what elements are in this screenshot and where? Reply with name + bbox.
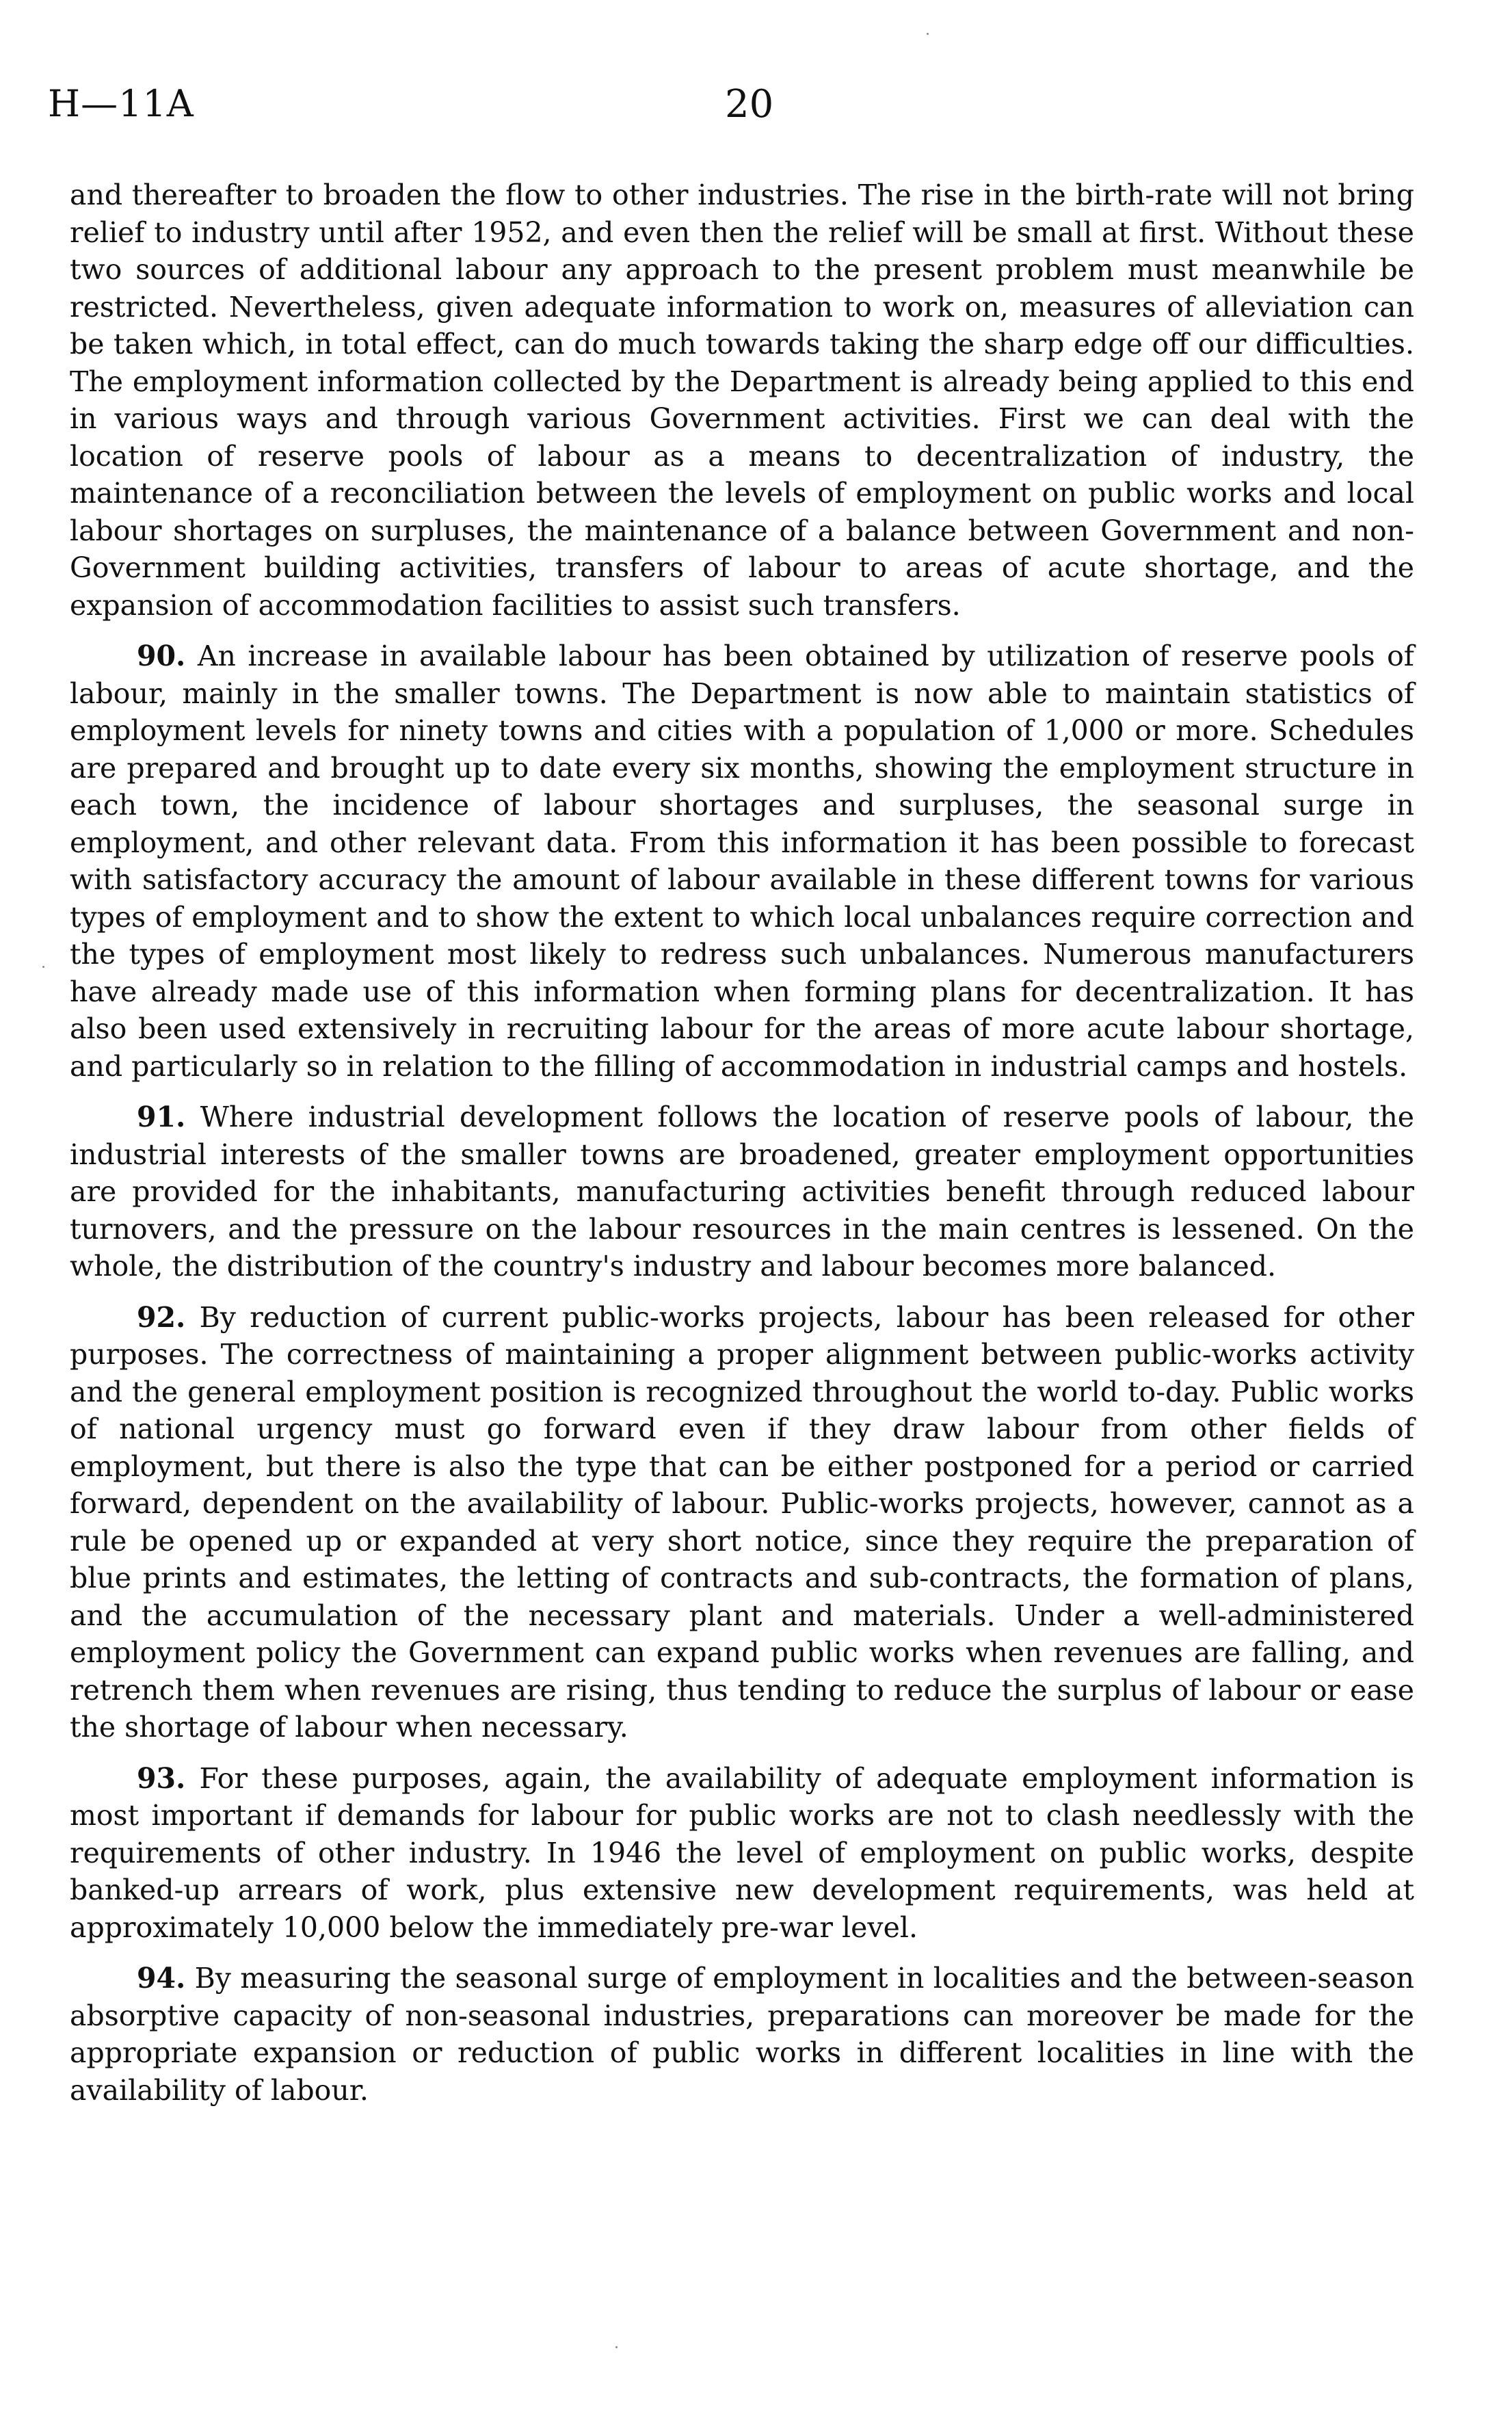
page-number: 20 [725,82,774,127]
paragraph-94 [70,1960,1414,2109]
scan-speck [927,33,929,35]
paragraph-text: Where industrial development follows the location of reserve pools of labour, the industrial interests of the smaller towns are broadened, greater employment opportunities are provided for the inhabitants, manufacturing activities benefit through reduced labour turnovers, and the pressure on the labour resources in the main centres is lessened. On the whole, the distribution of the country's industry and labour becomes more balanced. [70,1101,1414,1283]
paragraph-93 [70,1760,1414,1947]
scan-speck [42,966,44,968]
document-reference: H—11A [48,82,194,125]
paragraph-text: and thereafter to broaden the flow to other industries. The rise in the birth-rate will not bring relief to industry until after 1952, and even then the relief will be small at first. Without these two sources of additional labour any approach to the present problem must meanwhile be restricted. Nevertheless, given adequate information to work on, measures of alleviation can be taken which, in total effect, can do much towards taking the sharp edge off our difficulties. The employment information collected by the Department is already being applied to this end in various ways and through various Government activities. First we can deal with the location of reserve pools of labour as a means to decentralization of industry, the maintenance of a reconciliation between the levels of employment on public works and local labour shortages on surpluses, the maintenance of a balance between Government and non-Government building activities, transfers of labour to areas of acute shortage, and the expansion of accommodation facilities to assist such transfers. [70,179,1414,622]
paragraph-number: 91. [137,1101,186,1133]
paragraph-91 [70,1099,1414,1285]
paragraph-continuation [70,176,1414,624]
paragraph-number: 93. [137,1761,186,1795]
paragraph-text: By measuring the seasonal surge of employment in localities and the between-season absorptive capacity of non-seasonal industries, preparations can moreover be made for the appropriate expansion or reduction of public works in different localities in line with the availability of labour. [70,1962,1414,2107]
page-header [48,82,1457,144]
paragraph-text: By reduction of current public-works projects, labour has been released for other purposes. The correctness of maintaining a proper alignment between public-works activity and the general employment position is recognized throughout the world to-day. Public works of national urgency must go forward even if they draw labour from other fields of employment, but there is also the type that can be either postponed for a period or carried forward, dependent on the availability of labour. Public-works projects, however, cannot as a rule be opened up or expanded at very short notice, since they require the preparation of blue prints and estimates, the letting of contracts and sub-contracts, the formation of plans, and the accumulation of the necessary plant and materials. Under a well-administered employment policy the Government can expand public works when revenues are falling, and retrench them when revenues are rising, thus tending to reduce the surplus of labour or ease the shortage of labour when necessary. [70,1300,1414,1744]
scan-speck [615,2346,618,2348]
paragraph-92 [70,1299,1414,1746]
paragraph-text: An increase in available labour has been obtained by utilization of reserve pools of labour, mainly in the smaller towns. The Department is now able to maintain statistics of employment levels for ninety towns and cities with a population of 1,000 or more. Schedules are prepared and brought up to date every six months, showing the employment structure in each town, the incidence of labour shortages and surpluses, the seasonal surge in employment, and other relevant data. From this information it has been possible to forecast with satisfactory accuracy the amount of labour available in these different towns for various types of employment and to show the extent to which local unbalances require correction and the types of employment most likely to redress such unbalances. Numerous manufacturers have already made use of this information when forming plans for decentralization. It has also been used extensively in recruiting labour for the areas of more acute labour shortage, and particularly so in relation to the filling of accommodation in industrial camps and hostels. [70,640,1414,1083]
paragraph-90 [70,638,1414,1085]
paragraph-number: 92. [137,1300,186,1334]
paragraph-number: 90. [137,640,186,672]
body-text [70,176,1414,2123]
paragraph-text: For these purposes, again, the availability of adequate employment information is most important if demands for labour for public works are not to clash needlessly with the requirements of other industry. In 1946 the level of employment on public works, despite banked-up arrears of work, plus extensive new development requirements, was held at approximately 10,000 below the immediately pre-war level. [70,1761,1414,1944]
paragraph-number: 94. [137,1962,186,1995]
